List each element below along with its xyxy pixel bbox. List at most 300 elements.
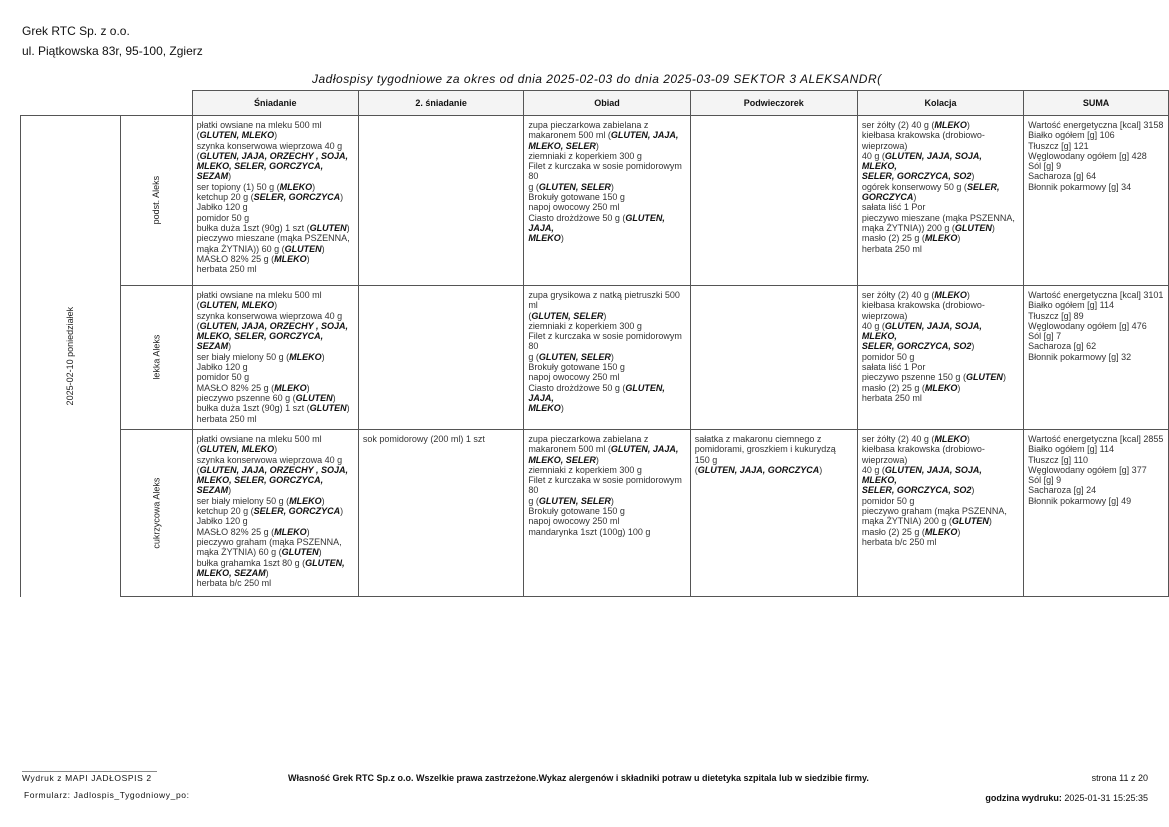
table-row: [21, 286, 1169, 430]
item-text: Filet z kurczaka w sosie pomidorowym 80: [528, 161, 682, 182]
cell-line: [197, 516, 354, 526]
meal-cell: [524, 286, 690, 430]
cell-line: [1028, 496, 1164, 506]
item-text: ): [321, 351, 325, 362]
allergen-text: GLUTEN, JAJA, ORZECHY , SOJA,: [199, 320, 348, 331]
item-text: ): [306, 253, 310, 264]
cell-line: [197, 383, 354, 393]
cell-line: [862, 171, 1019, 181]
cell-line: [862, 485, 1019, 495]
allergen-text: SELER, GORCZYCA, SO2: [861, 341, 972, 352]
item-text: ): [595, 140, 599, 151]
item-text: (: [196, 444, 200, 455]
item-text: bułka grahamka 1szt 80 g (: [196, 557, 306, 568]
date-label: 2025-02-10 poniedziałek: [65, 306, 76, 406]
cell-line: [197, 311, 354, 321]
item-text: g (: [528, 351, 539, 362]
header-blank: [120, 91, 192, 116]
item-text: ser żółty (2) 40 g (: [861, 290, 935, 300]
diet-label: podst. Aleks: [150, 176, 161, 225]
cell-line: [862, 120, 1019, 130]
document-title: Jadłospisy tygodniowe za okres od dnia 2025-02-03 do dnia 2025-03-09 SEKTOR 3 ALEKSANDR(: [312, 72, 882, 86]
print-time-label: godzina wydruku:: [985, 793, 1062, 803]
page-number: strona 11 z 20: [1091, 773, 1148, 783]
item-text: herbata b/c 250 ml: [196, 578, 272, 589]
item-text: pomidorami, groszkiem i kukurydzą 150 g: [694, 444, 836, 465]
item-text: herbata 250 ml: [196, 264, 257, 275]
cell-line: [528, 233, 685, 243]
allergen-text: MLEKO, SEZAM: [196, 567, 266, 578]
cell-line: [528, 141, 685, 151]
meal-cell: [192, 286, 358, 430]
cell-line: [695, 444, 853, 465]
cell-line: [1028, 321, 1164, 331]
item-text: (: [196, 464, 200, 475]
item-text: ziemniaki z koperkiem 300 g: [528, 464, 642, 475]
cell-line: [197, 455, 354, 465]
cell-line: [1028, 120, 1164, 130]
cell-line: [862, 341, 1019, 351]
allergen-text: GLUTEN, MLEKO: [199, 130, 275, 141]
cell-line: [862, 244, 1019, 254]
col-header-sniadanie: Śniadanie: [192, 91, 358, 116]
cell-line: [862, 300, 1019, 321]
company-name: Grek RTC Sp. z o.o.: [22, 24, 130, 38]
cell-line: [197, 362, 354, 372]
table-row: [21, 116, 1169, 286]
item-text: masło (2) 25 g (: [861, 526, 925, 537]
meal-cell: [857, 430, 1023, 597]
item-text: Białko ogółem [g] 114: [1028, 444, 1115, 455]
item-text: ): [595, 454, 599, 465]
item-text: ogórek konserwowy 50 g (: [861, 181, 967, 192]
item-text: płatki owsiane na mleku 500 ml: [196, 434, 322, 444]
cell-line: [528, 465, 685, 475]
allergen-text: GLUTEN: [309, 222, 347, 233]
allergen-text: GLUTEN, JAJA,: [528, 382, 665, 403]
allergen-text: GLUTEN, JAJA,: [528, 212, 665, 233]
allergen-text: GLUTEN, JAJA, SOJA, MLEKO,: [861, 320, 982, 342]
summary-cell: [1024, 286, 1169, 430]
item-text: kiełbasa krakowska (drobiowo-wieprzowa): [861, 444, 985, 465]
item-text: Ciasto drożdżowe 50 g (: [528, 212, 626, 223]
item-text: płatki owsiane na mleku 500 ml: [196, 290, 322, 300]
item-text: ser żółty (2) 40 g (: [861, 434, 935, 444]
allergen-text: SELER, GORCZYCA, SO2: [861, 171, 972, 182]
cell-line: [197, 403, 354, 413]
cell-line: [197, 331, 354, 352]
item-text: sałata liść 1 Por: [861, 362, 926, 373]
cell-line: [1028, 455, 1164, 465]
item-text: ): [346, 403, 350, 414]
allergen-text: MLEKO, SELER, GORCZYCA, SEZAM: [196, 331, 324, 352]
meal-cell: [690, 116, 857, 286]
print-time: [985, 793, 1148, 803]
meal-cell: [358, 286, 523, 430]
company-address: ul. Piątkowska 83r, 95-100, Zgierz: [22, 44, 203, 58]
menu-table: [20, 90, 1169, 597]
cell-line: [197, 213, 354, 223]
summary-cell: [1024, 430, 1169, 597]
item-text: Sól [g] 7: [1028, 331, 1062, 342]
item-text: g (: [528, 181, 539, 192]
item-text: ziemniaki z koperkiem 300 g: [528, 320, 642, 331]
item-text: ): [346, 222, 350, 233]
cell-line: [197, 290, 354, 300]
item-text: ): [265, 567, 269, 578]
item-text: Jabłko 120 g: [196, 516, 248, 527]
allergen-text: GLUTEN: [281, 547, 319, 558]
item-text: Węglowodany ogółem [g] 428: [1028, 150, 1147, 161]
item-text: ): [988, 516, 992, 527]
item-text: ): [274, 444, 278, 455]
allergen-text: MLEKO: [274, 253, 307, 264]
allergen-text: GLUTEN, MLEKO: [199, 300, 275, 311]
summary-cell: [1024, 116, 1169, 286]
item-text: zupa pieczarkowa zabielana z: [528, 120, 649, 130]
item-text: ): [321, 243, 325, 254]
cell-line: [862, 372, 1019, 382]
cell-line: [528, 362, 685, 372]
cell-line: [197, 393, 354, 403]
cell-line: [528, 444, 685, 454]
item-text: sałatka z makaronu ciemnego z: [694, 434, 822, 444]
cell-line: [1028, 171, 1164, 181]
cell-line: [1028, 485, 1164, 495]
cell-line: [197, 414, 354, 424]
item-text: Sacharoza [g] 24: [1028, 485, 1097, 496]
cell-line: [197, 120, 354, 130]
item-text: mąka ŻYTNIA) 60 g (: [196, 547, 282, 558]
item-text: ziemniaki z koperkiem 300 g: [528, 150, 642, 161]
allergen-text: GLUTEN, SELER: [538, 351, 611, 362]
item-text: ): [274, 130, 278, 141]
allergen-text: SELER, GORCZYCA: [253, 192, 341, 203]
cell-line: [1028, 331, 1164, 341]
item-text: ): [1002, 372, 1006, 383]
meal-cell: [358, 430, 523, 597]
cell-line: [197, 264, 354, 274]
item-text: (: [528, 310, 532, 321]
copyright-notice: Własność Grek RTC Sp.z o.o. Wszelkie prawa zastrzeżone.Wykaz alergenów i składniki potraw u dietetyka szpitala lub w siedzibie firmy.: [288, 773, 869, 783]
item-text: napoj owocowy 250 ml: [528, 202, 620, 213]
cell-line: [528, 434, 685, 444]
cell-line: [1028, 141, 1164, 151]
allergen-text: GLUTEN, JAJA, SOJA, MLEKO,: [861, 150, 982, 172]
item-text: napoj owocowy 250 ml: [528, 516, 620, 527]
item-text: sałata liść 1 Por: [861, 202, 926, 213]
cell-line: [197, 182, 354, 192]
item-text: ): [318, 547, 322, 558]
item-text: ): [610, 351, 614, 362]
table-row: [21, 430, 1169, 597]
item-text: ser biały mielony 50 g (: [196, 351, 290, 362]
diet-cell: [120, 430, 192, 597]
allergen-text: GLUTEN, JAJA, GORCZYCA: [697, 464, 820, 475]
cell-line: [862, 393, 1019, 403]
cell-line: [862, 465, 1019, 486]
item-text: pieczywo graham (mąka PSZENNA,: [196, 536, 342, 547]
print-time-value: 2025-01-31 15:25:35: [1064, 793, 1148, 803]
item-text: Wartość energetyczna [kcal] 2855: [1028, 434, 1164, 444]
cell-line: [862, 527, 1019, 537]
item-text: herbata b/c 250 ml: [861, 536, 937, 547]
allergen-text: SELER, GORCZYCA, SO2: [861, 485, 972, 496]
meal-cell: [524, 430, 690, 597]
item-text: zupa grysikowa z natką pietruszki 500 ml: [528, 290, 680, 311]
cell-line: [197, 244, 354, 254]
item-text: makaronem 500 ml (: [528, 444, 611, 455]
cell-line: [528, 403, 685, 413]
diet-cell: [120, 286, 192, 430]
cell-line: [528, 202, 685, 212]
item-text: (: [196, 320, 200, 331]
allergen-text: GLUTEN: [954, 222, 992, 233]
item-text: ): [228, 341, 232, 352]
allergen-text: MLEKO: [279, 181, 313, 192]
cell-line: [862, 233, 1019, 243]
cell-line: [197, 130, 354, 140]
meal-cell: [857, 286, 1023, 430]
item-text: pieczywo pszenne 60 g (: [196, 392, 296, 403]
cell-line: [1028, 290, 1164, 300]
item-text: Brokuły gotowane 150 g: [528, 506, 625, 517]
meal-cell: [690, 286, 857, 430]
allergen-text: MLEKO: [274, 526, 307, 537]
col-header-suma: SUMA: [1024, 91, 1169, 116]
cell-line: [363, 434, 519, 444]
allergen-text: GLUTEN, SELER: [538, 495, 611, 506]
item-text: ser żółty (2) 40 g (: [861, 120, 935, 130]
cell-line: [197, 568, 354, 578]
item-text: ): [991, 222, 995, 233]
item-text: pomidor 50 g: [861, 495, 915, 506]
allergen-text: MLEKO: [289, 351, 322, 362]
allergen-text: GLUTEN, JAJA, ORZECHY , SOJA,: [199, 150, 348, 161]
item-text: (: [694, 464, 698, 475]
allergen-text: GORCZYCA: [861, 192, 914, 203]
allergen-text: SELER, GORCZYCA: [253, 506, 341, 517]
allergen-text: MLEKO: [924, 233, 958, 244]
cell-line: [862, 506, 1019, 516]
cell-line: [862, 202, 1019, 212]
item-text: Ciasto drożdżowe 50 g (: [528, 382, 626, 393]
allergen-text: GLUTEN: [295, 392, 333, 403]
meal-cell: [358, 116, 523, 286]
item-text: herbata 250 ml: [196, 413, 257, 424]
item-text: g (: [528, 495, 539, 506]
item-text: mąka ŻYTNIA)) 60 g (: [196, 243, 285, 254]
col-header-2-sniadanie: 2. śniadanie: [358, 91, 523, 116]
item-text: makaronem 500 ml (: [528, 130, 611, 141]
cell-line: [197, 475, 354, 496]
allergen-text: MLEKO: [289, 495, 322, 506]
item-text: ): [340, 192, 344, 203]
item-text: szynka konserwowa wieprzowa 40 g: [196, 140, 343, 151]
allergen-text: GLUTEN, SELER: [531, 310, 604, 321]
diet-label: cukrzycowa Aleks: [150, 477, 161, 549]
item-text: pomidor 50 g: [196, 372, 250, 383]
col-header-obiad: Obiad: [524, 91, 690, 116]
meal-cell: [524, 116, 690, 286]
item-text: sok pomidorowy (200 ml) 1 szt: [362, 434, 485, 444]
cell-line: [862, 182, 1019, 192]
item-text: Tłuszcz [g] 89: [1028, 310, 1084, 321]
cell-line: [197, 141, 354, 151]
allergen-text: GLUTEN, JAJA, ORZECHY , SOJA,: [199, 464, 348, 475]
item-text: Jabłko 120 g: [196, 362, 248, 373]
cell-line: [528, 516, 685, 526]
item-text: ): [332, 392, 336, 403]
cell-line: [1028, 465, 1164, 475]
cell-line: [862, 516, 1019, 526]
item-text: mąka ŻYTNIA) 200 g (: [861, 516, 952, 527]
cell-line: [862, 434, 1019, 444]
item-text: ): [957, 382, 961, 393]
header-blank: [21, 91, 121, 116]
item-text: bułka duża 1szt (90g) 1 szt (: [196, 222, 310, 233]
item-text: napoj owocowy 250 ml: [528, 372, 620, 383]
cell-line: [197, 321, 354, 331]
item-text: masło (2) 25 g (: [861, 233, 925, 244]
item-text: 40 g (: [861, 320, 885, 331]
allergen-text: MLEKO: [934, 434, 967, 444]
item-text: Błonnik pokarmowy [g] 34: [1028, 181, 1132, 192]
col-header-kolacja: Kolacja: [857, 91, 1023, 116]
item-text: szynka konserwowa wieprzowa 40 g: [196, 310, 343, 321]
cell-line: [528, 120, 685, 130]
cell-line: [1028, 182, 1164, 192]
cell-line: [862, 537, 1019, 547]
item-text: pieczywo mieszane (mąka PSZENNA,: [196, 233, 350, 244]
allergen-text: SELER,: [966, 181, 1000, 192]
allergen-text: GLUTEN, MLEKO: [199, 444, 275, 455]
allergen-text: MLEKO: [924, 382, 958, 393]
item-text: ketchup 20 g (: [196, 506, 254, 517]
allergen-text: MLEKO: [274, 382, 307, 393]
item-text: ): [966, 434, 970, 444]
allergen-text: GLUTEN,: [305, 557, 345, 568]
allergen-text: MLEKO: [934, 290, 967, 300]
cell-line: [197, 527, 354, 537]
cell-line: [862, 223, 1019, 233]
item-text: Sacharoza [g] 62: [1028, 341, 1097, 352]
cell-line: [862, 192, 1019, 202]
allergen-text: GLUTEN, JAJA,: [610, 444, 679, 455]
cell-line: [197, 254, 354, 264]
allergen-text: GLUTEN, SELER: [538, 181, 611, 192]
cell-line: [528, 455, 685, 465]
cell-line: [1028, 434, 1164, 444]
item-text: Białko ogółem [g] 106: [1028, 130, 1115, 141]
cell-line: [1028, 161, 1164, 171]
meal-cell: [690, 430, 857, 597]
cell-line: [1028, 475, 1164, 485]
item-text: Filet z kurczaka w sosie pomidorowym 80: [528, 331, 682, 352]
item-text: bułka duża 1szt (90g) 1 szt (: [196, 403, 310, 414]
item-text: Tłuszcz [g] 121: [1028, 140, 1089, 151]
cell-line: [197, 547, 354, 557]
item-text: ): [913, 192, 917, 203]
allergen-text: GLUTEN: [284, 243, 322, 254]
cell-line: [528, 383, 685, 404]
cell-line: [528, 161, 685, 182]
item-text: Błonnik pokarmowy [g] 49: [1028, 495, 1132, 506]
item-text: pieczywo mieszane (mąka PSZENNA,: [861, 212, 1015, 223]
header-row: [21, 91, 1169, 116]
item-text: Tłuszcz [g] 110: [1028, 454, 1088, 465]
cell-line: [528, 506, 685, 516]
cell-line: [197, 496, 354, 506]
item-text: ): [610, 495, 614, 506]
cell-line: [1028, 300, 1164, 310]
cell-line: [197, 434, 354, 444]
cell-line: [197, 352, 354, 362]
item-text: ): [966, 290, 970, 300]
allergen-text: MLEKO, SELER, GORCZYCA, SEZAM: [196, 161, 324, 182]
meal-cell: [857, 116, 1023, 286]
item-text: kiełbasa krakowska (drobiowo-wieprzowa): [861, 130, 985, 151]
item-text: 40 g (: [861, 464, 885, 475]
item-text: Sól [g] 9: [1028, 475, 1062, 486]
item-text: zupa pieczarkowa zabielana z: [528, 434, 649, 444]
cell-line: [1028, 130, 1164, 140]
cell-line: [528, 321, 685, 331]
item-text: pomidor 50 g: [861, 351, 915, 362]
printout-source: Wydruk z MAPI JADŁOSPIS 2: [22, 773, 152, 783]
item-text: herbata 250 ml: [861, 392, 922, 403]
item-text: ): [306, 526, 310, 537]
item-text: masło (2) 25 g (: [861, 382, 925, 393]
item-text: ): [560, 403, 564, 414]
allergen-text: GLUTEN, JAJA, SOJA, MLEKO,: [861, 464, 982, 486]
item-text: ): [819, 464, 823, 475]
allergen-text: GLUTEN, JAJA,: [610, 130, 679, 141]
item-text: ): [971, 485, 975, 496]
cell-line: [528, 496, 685, 506]
meal-cell: [192, 116, 358, 286]
cell-line: [197, 537, 354, 547]
item-text: ): [228, 485, 232, 496]
cell-line: [862, 444, 1019, 465]
cell-line: [1028, 444, 1164, 454]
cell-line: [528, 475, 685, 496]
item-text: ketchup 20 g (: [196, 192, 254, 203]
item-text: ): [610, 181, 614, 192]
item-text: (: [196, 150, 200, 161]
cell-line: [1028, 311, 1164, 321]
item-text: Białko ogółem [g] 114: [1028, 300, 1115, 311]
cell-line: [197, 558, 354, 568]
item-text: pieczywo pszenne 150 g (: [861, 372, 966, 383]
footer-divider: [22, 771, 157, 772]
cell-line: [197, 506, 354, 516]
item-text: Filet z kurczaka w sosie pomidorowym 80: [528, 475, 682, 496]
item-text: ): [971, 341, 975, 352]
cell-line: [862, 151, 1019, 172]
item-text: Węglowodany ogółem [g] 476: [1028, 320, 1147, 331]
item-text: ): [966, 120, 970, 130]
item-text: Węglowodany ogółem [g] 377: [1028, 464, 1147, 475]
allergen-text: MLEKO, SELER: [528, 454, 596, 465]
item-text: ): [274, 300, 278, 311]
item-text: MASŁO 82% 25 g (: [196, 382, 275, 393]
diet-label: lekka Aleks: [150, 334, 161, 381]
item-text: ): [312, 181, 316, 192]
meal-cell: [192, 430, 358, 597]
item-text: pomidor 50 g: [196, 212, 250, 223]
cell-line: [197, 192, 354, 202]
